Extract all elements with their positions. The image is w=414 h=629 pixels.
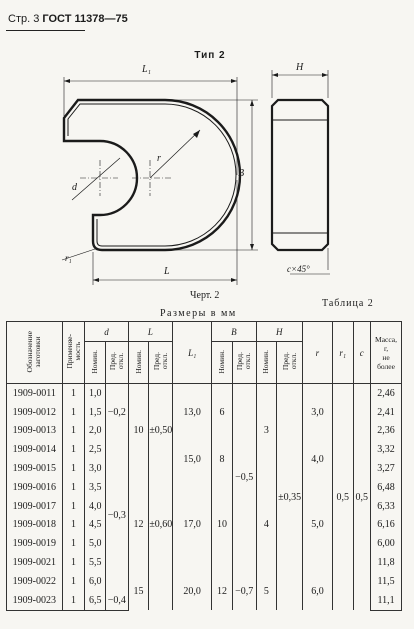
l-tol-b: ±0,60 [149, 478, 173, 572]
l-a: 10 [128, 384, 149, 478]
col-b-tolerance: Пред. откл. [235, 352, 253, 371]
col-d-nominal: Номин. [90, 349, 100, 374]
row-d: 2,5 [85, 440, 106, 459]
row-d: 1,5 [85, 403, 106, 422]
b-a: 6 [212, 384, 233, 441]
row-mass: 3,32 [371, 440, 402, 459]
row-code: 1909-0014 [7, 440, 63, 459]
table-caption: Таблица 2 [322, 298, 374, 309]
dim-r-label: r [157, 153, 161, 164]
row-app: 1 [62, 384, 85, 403]
row-code: 1909-0021 [7, 553, 63, 572]
sizes-title: Размеры в мм [160, 308, 237, 319]
row-mass: 11,1 [371, 591, 402, 610]
row-code: 1909-0011 [7, 384, 63, 403]
row-code: 1909-0012 [7, 403, 63, 422]
dim-l-label: L [164, 266, 170, 277]
col-designation: Обозначение заготовки [25, 330, 43, 373]
row-app: 1 [62, 422, 85, 441]
row-mass: 6,00 [371, 534, 402, 553]
col-b: B [212, 322, 256, 342]
dim-r1-label: r₁ [65, 253, 72, 263]
row-mass: 6,33 [371, 497, 402, 516]
row-mass: 11,5 [371, 572, 402, 591]
l-c: 15 [128, 572, 149, 610]
row-d: 6,5 [85, 591, 106, 610]
row-d: 3,0 [85, 459, 106, 478]
row-d: 4,5 [85, 516, 106, 535]
l-tol-empty [149, 572, 173, 610]
r-d: 6,0 [302, 572, 332, 610]
b-tol-b: −0,7 [232, 572, 256, 610]
row-app: 1 [62, 553, 85, 572]
col-l-tolerance: Пред. откл. [151, 352, 169, 371]
col-l: L [128, 322, 172, 342]
row-code: 1909-0023 [7, 591, 63, 610]
col-h-tolerance: Пред. откл. [280, 352, 298, 371]
row-d: 5,5 [85, 553, 106, 572]
row-app: 1 [62, 459, 85, 478]
l1-b: 15,0 [173, 440, 212, 478]
h-b: 4 [256, 478, 277, 572]
row-d: 2,0 [85, 422, 106, 441]
dim-l1-label: L₁ [142, 64, 152, 75]
chamfer-label: c×45° [287, 264, 310, 274]
page-label: Стр. 3 [8, 13, 40, 25]
page-header [8, 13, 128, 25]
r-c: 5,0 [302, 478, 332, 572]
r-a: 3,0 [302, 384, 332, 441]
row-app: 1 [62, 516, 85, 535]
row-mass: 3,27 [371, 459, 402, 478]
standard-number: ГОСТ 11378—75 [42, 13, 128, 25]
c-value: 0,5 [353, 384, 371, 611]
col-r1: r₁ [332, 322, 353, 384]
dim-h-label: H [296, 62, 304, 73]
row-app: 1 [62, 591, 85, 610]
technical-drawing [0, 60, 414, 300]
row-d: 4,0 [85, 497, 106, 516]
l1-d: 20,0 [173, 572, 212, 610]
figure-caption: Черт. 2 [190, 290, 220, 301]
row-code: 1909-0013 [7, 422, 63, 441]
col-h: H [256, 322, 302, 342]
row-code: 1909-0022 [7, 572, 63, 591]
row-d: 3,5 [85, 478, 106, 497]
row-d: 5,0 [85, 534, 106, 553]
row-app: 1 [62, 478, 85, 497]
col-l1: L₁ [173, 322, 212, 384]
type-title: Тип 2 [194, 50, 226, 61]
col-b-nominal: Номин. [217, 349, 227, 374]
dim-d-label: d [72, 182, 77, 193]
row-app: 1 [62, 534, 85, 553]
d-tol-b: −0,3 [106, 440, 129, 590]
d-tol-a: −0,2 [106, 384, 129, 441]
col-l-nominal: Номин. [133, 349, 143, 374]
row-code: 1909-0018 [7, 516, 63, 535]
l-b: 12 [128, 478, 149, 572]
row-code: 1909-0015 [7, 459, 63, 478]
row-app: 1 [62, 572, 85, 591]
row-d: 1,0 [85, 384, 106, 403]
col-d: d [85, 322, 128, 342]
part-outline [64, 100, 240, 250]
b-c: 10 [212, 478, 233, 572]
row-mass: 6,16 [371, 516, 402, 535]
row-code: 1909-0017 [7, 497, 63, 516]
header-rule [6, 30, 85, 31]
d-tol-c: −0,4 [106, 591, 129, 610]
r1-value: 0,5 [332, 384, 353, 611]
b-tol-a: −0,5 [232, 384, 256, 572]
side-view [272, 100, 328, 250]
col-r: r [302, 322, 332, 384]
l1-c: 17,0 [173, 478, 212, 572]
col-c: c [353, 322, 371, 384]
h-a: 3 [256, 384, 277, 478]
col-mass: Масса, г, не более [371, 322, 402, 384]
l1-a: 13,0 [173, 384, 212, 441]
h-tol: ±0,35 [277, 384, 303, 611]
row-mass: 2,41 [371, 403, 402, 422]
r-b: 4,0 [302, 440, 332, 478]
col-applicability: Применяе- мость [64, 334, 82, 369]
h-c: 5 [256, 572, 277, 610]
row-mass: 6,48 [371, 478, 402, 497]
row-code: 1909-0016 [7, 478, 63, 497]
row-mass: 2,46 [371, 384, 402, 403]
col-h-nominal: Номин. [261, 349, 271, 374]
col-d-tolerance: Пред. откл. [107, 352, 125, 371]
row-d: 6,0 [85, 572, 106, 591]
row-mass: 2,36 [371, 422, 402, 441]
b-b: 8 [212, 440, 233, 478]
b-d: 12 [212, 572, 233, 610]
dimensions-table [6, 321, 402, 611]
row-code: 1909-0019 [7, 534, 63, 553]
row-app: 1 [62, 403, 85, 422]
dim-b-label: B [238, 168, 245, 179]
table-row [7, 384, 402, 403]
row-mass: 11,8 [371, 553, 402, 572]
row-app: 1 [62, 497, 85, 516]
row-app: 1 [62, 440, 85, 459]
l-tol-a: ±0,50 [149, 384, 173, 478]
